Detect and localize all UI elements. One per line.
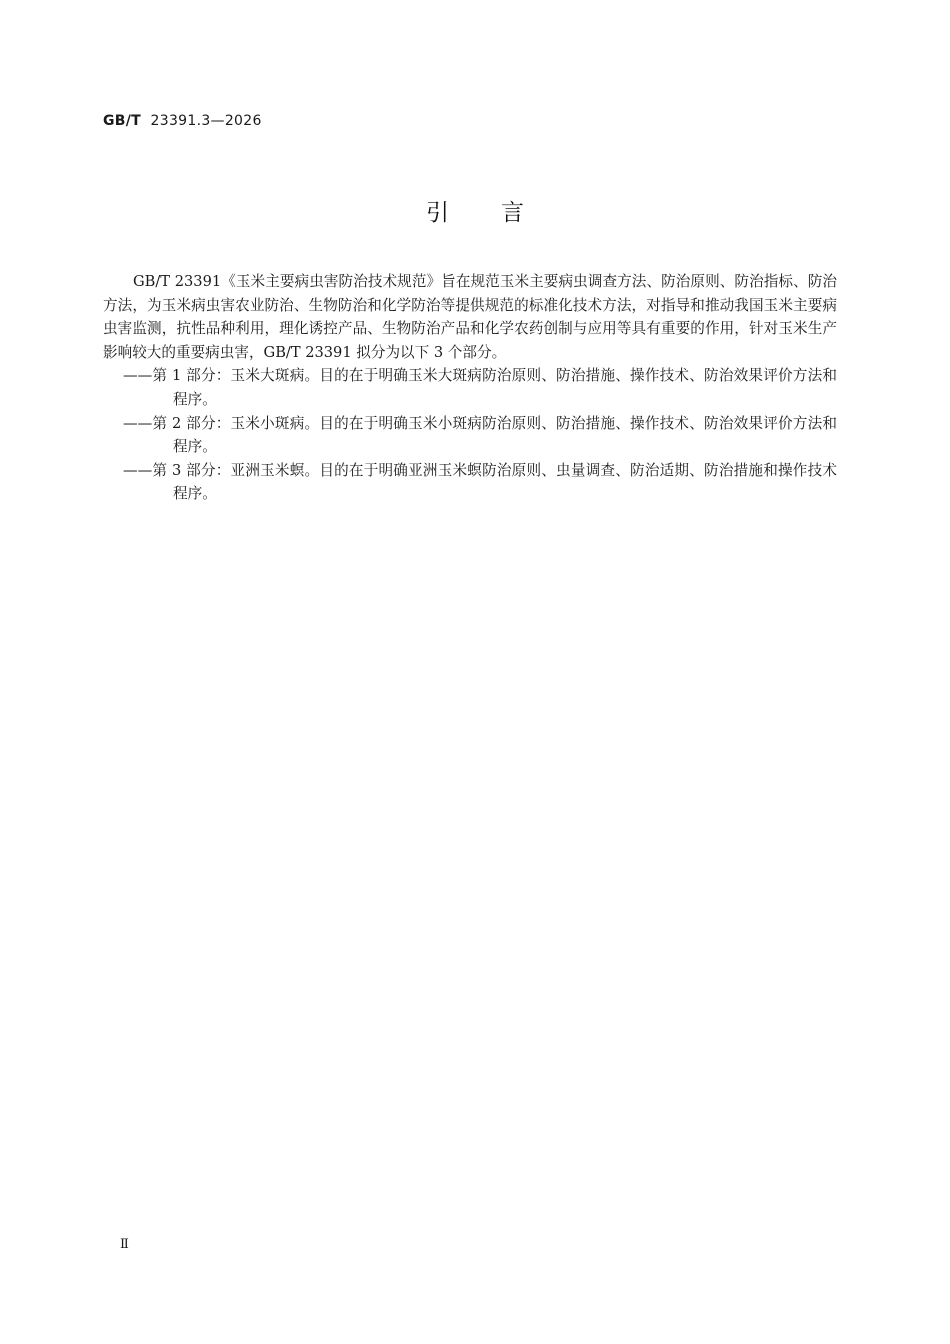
list-item-part-1: ——第 1 部分：玉米大斑病。目的在于明确玉米大斑病防治原则、防治措施、操作技术、防治效果评价方法和程序。 <box>123 367 837 408</box>
standard-number: 23391.3—2026 <box>150 113 262 129</box>
intro-paragraph: GB/T 23391《玉米主要病虫害防治技术规范》旨在规范玉米主要病虫调查方法、防治原则、防治指标、防治方法，为玉米病虫害农业防治、生物防治和化学防治等提供规范的标准化技术方法，对指导和推动我国玉米主要病虫害监测，抗性品种利用，理化诱控产品、生物防治产品和化学农药创制与应用等具有重要的作用，针对玉米生产影响较大的重要病虫害，GB/T 23391 拟分为以下 3 个部分。 <box>103 273 837 361</box>
list-item-part-3: ——第 3 部分：亚洲玉米螟。目的在于明确亚洲玉米螟防治原则、虫量调查、防治适期、防治措施和操作技术程序。 <box>123 461 837 503</box>
page-number: Ⅱ <box>120 1237 129 1252</box>
list-item-part-2: ——第 2 部分：玉米小斑病。目的在于明确玉米小斑病防治原则、防治措施、操作技术、防治效果评价方法和程序。 <box>123 414 837 456</box>
page-title: 引言 <box>426 200 576 226</box>
document-header <box>103 113 262 129</box>
standard-code: GB/T <box>103 113 142 129</box>
introduction-body <box>103 270 837 506</box>
